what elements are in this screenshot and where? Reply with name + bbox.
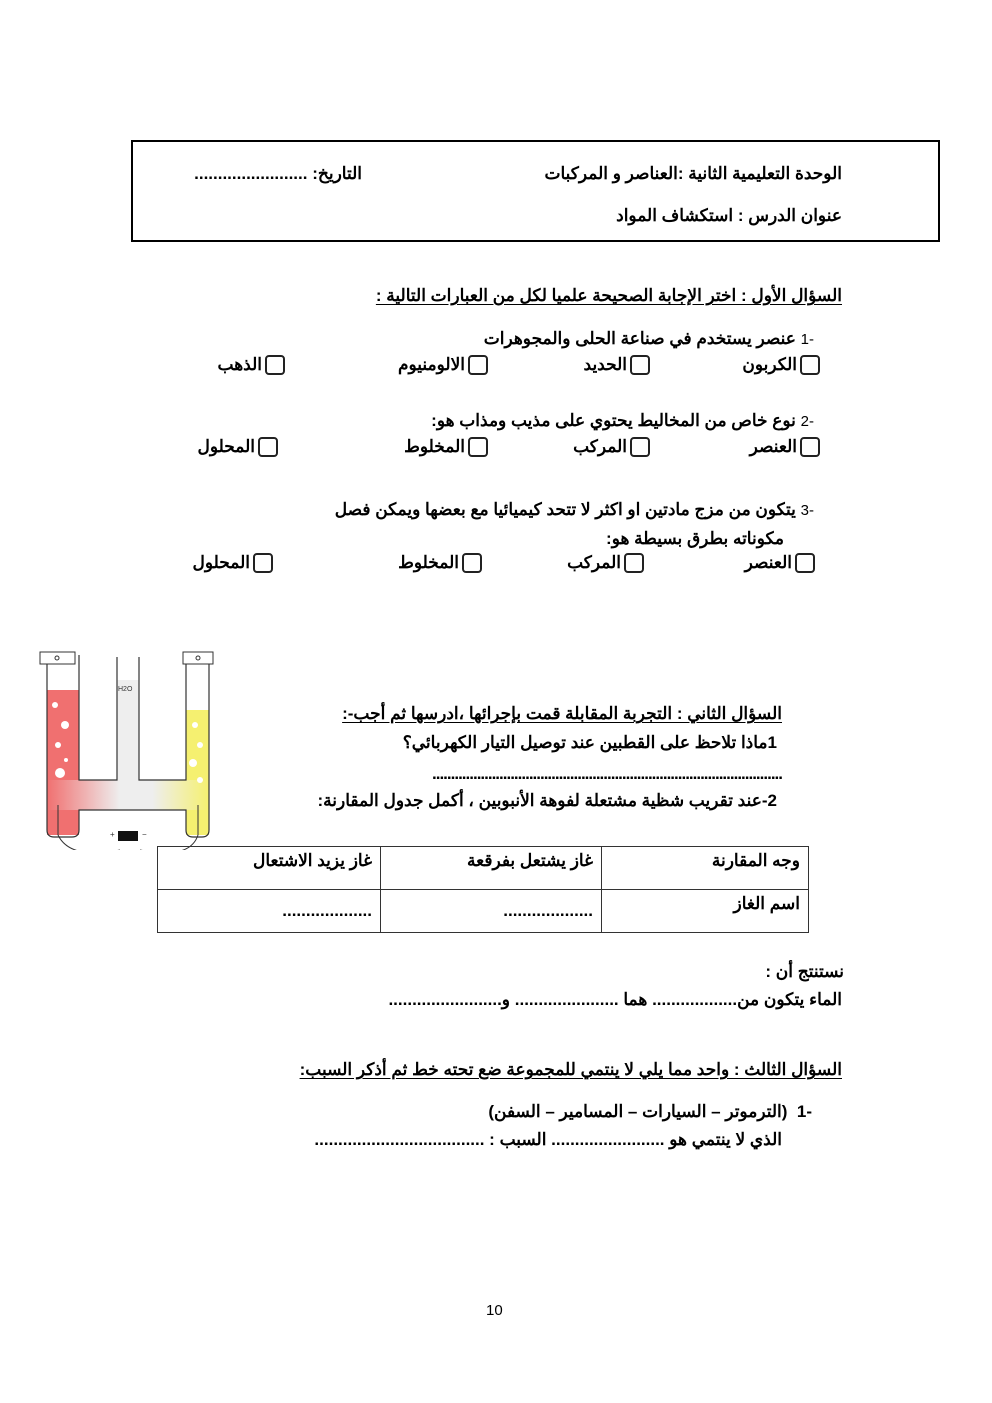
option-gold[interactable] xyxy=(218,355,285,375)
checkbox[interactable] xyxy=(253,553,273,573)
item-text: (الترموتر – السيارات – المسامير – السفن) xyxy=(488,1102,788,1121)
option-solution[interactable] xyxy=(198,437,278,457)
checkbox[interactable] xyxy=(265,355,285,375)
item-number: -3 xyxy=(800,502,814,519)
header-box xyxy=(131,140,940,242)
table-header-row xyxy=(158,847,809,890)
electrolysis-diagram xyxy=(30,645,230,850)
answer-cell[interactable]: ................... xyxy=(381,890,602,933)
option-label: العنصر xyxy=(744,553,792,572)
q3-answer[interactable]: الذي لا ينتمي هو ........................ السبب : .................................... xyxy=(314,1130,782,1149)
option-label: الكربون xyxy=(742,355,797,374)
q3-title: السؤال الثالث : واحد مما يلي لا ينتمي للمجموعة ضع تحته خط ثم أذكر السبب: xyxy=(299,1060,842,1079)
item-text: نوع خاص من المخاليط يحتوي على مذيب ومذاب هو: xyxy=(431,411,796,430)
option-label: المحلول xyxy=(192,553,250,572)
option-element[interactable] xyxy=(750,437,820,457)
checkbox[interactable] xyxy=(462,553,482,573)
checkbox[interactable] xyxy=(800,437,820,457)
q3-item-1 xyxy=(488,1102,812,1122)
item-text: عنصر يستخدم في صناعة الحلى والمجوهرات xyxy=(483,329,796,348)
checkbox[interactable] xyxy=(468,437,488,457)
q1-item-3 xyxy=(335,500,814,521)
q1-item-2 xyxy=(431,411,814,432)
item-number: -1 xyxy=(800,331,814,348)
option-aluminium[interactable] xyxy=(398,355,488,375)
option-label: المحلول xyxy=(197,437,255,456)
option-label: الالومنيوم xyxy=(397,355,465,374)
checkbox[interactable] xyxy=(800,355,820,375)
option-label: المخلوط xyxy=(398,553,459,572)
option-label: العنصر xyxy=(749,437,797,456)
item-number: -2 xyxy=(800,413,814,430)
unit-title: الوحدة التعليمية الثانية :العناصر و المركبات xyxy=(544,164,842,183)
q2-answer-line[interactable]: .............................................................................................. xyxy=(432,764,782,783)
q1-item-3-line2: مكوناته بطرق بسيطة هو: xyxy=(606,529,784,548)
option-label: الذهب xyxy=(217,355,262,374)
item-text: يتكون من مزج مادتين او اكثر لا تتحد كيميائيا مع بعضها ويمكن فصل xyxy=(334,500,796,519)
option-iron[interactable] xyxy=(584,355,650,375)
lesson-title: عنوان الدرس : استكشاف المواد xyxy=(616,206,842,225)
option-mixture[interactable] xyxy=(404,437,488,457)
option-carbon[interactable] xyxy=(742,355,820,375)
header-cell: غاز يشتعل بفرقعة xyxy=(381,847,602,890)
item-number: -1 xyxy=(796,1102,812,1121)
checkbox[interactable] xyxy=(468,355,488,375)
option-label: المركب xyxy=(573,437,627,456)
header-cell: غاز يزيد الاشتعال xyxy=(158,847,381,890)
page-number: 10 xyxy=(486,1302,503,1319)
checkbox[interactable] xyxy=(630,437,650,457)
q2-title: السؤال الثاني : التجربة المقابلة قمت بإجرائها ،ادرسها ثم أجب-: xyxy=(342,704,782,723)
minus-sign: − xyxy=(142,830,147,839)
date-field[interactable]: التاريخ: ........................ xyxy=(194,164,362,183)
table-row xyxy=(158,890,809,933)
q1-title: السؤال الأول : اختر الإجابة الصحيحة علميا لكل من العبارات التالية : xyxy=(375,286,842,305)
option-label: المركب xyxy=(567,553,621,572)
header-cell: وجه المقارنة xyxy=(602,847,809,890)
water-label: H2O xyxy=(118,686,133,693)
option-compound[interactable] xyxy=(573,437,650,457)
q2-question-2: 2-عند تقريب شظية مشتعلة لفوهة الأنبوبين ، أكمل جدول المقارنة: xyxy=(317,791,777,810)
checkbox[interactable] xyxy=(258,437,278,457)
q1-item-1 xyxy=(484,329,814,350)
checkbox[interactable] xyxy=(624,553,644,573)
q2-question-1: 1ماذا تلاحظ على القطبين عند توصيل التيار الكهربائي؟ xyxy=(402,733,777,752)
comparison-table xyxy=(157,846,809,933)
checkbox[interactable] xyxy=(795,553,815,573)
conclusion-label: نستنتج أن : xyxy=(765,962,844,981)
option-label: الحديد xyxy=(583,355,627,374)
option-compound[interactable] xyxy=(567,553,644,573)
option-element[interactable] xyxy=(745,553,815,573)
row-label: اسم الغاز xyxy=(602,890,809,933)
option-mixture[interactable] xyxy=(398,553,482,573)
conclusion-text[interactable]: الماء يتكون من.................. هما ...................... و........................ xyxy=(388,990,842,1009)
plus-sign: + xyxy=(110,830,115,839)
checkbox[interactable] xyxy=(630,355,650,375)
option-solution[interactable] xyxy=(193,553,273,573)
answer-cell[interactable]: ................... xyxy=(158,890,381,933)
option-label: المخلوط xyxy=(404,437,465,456)
